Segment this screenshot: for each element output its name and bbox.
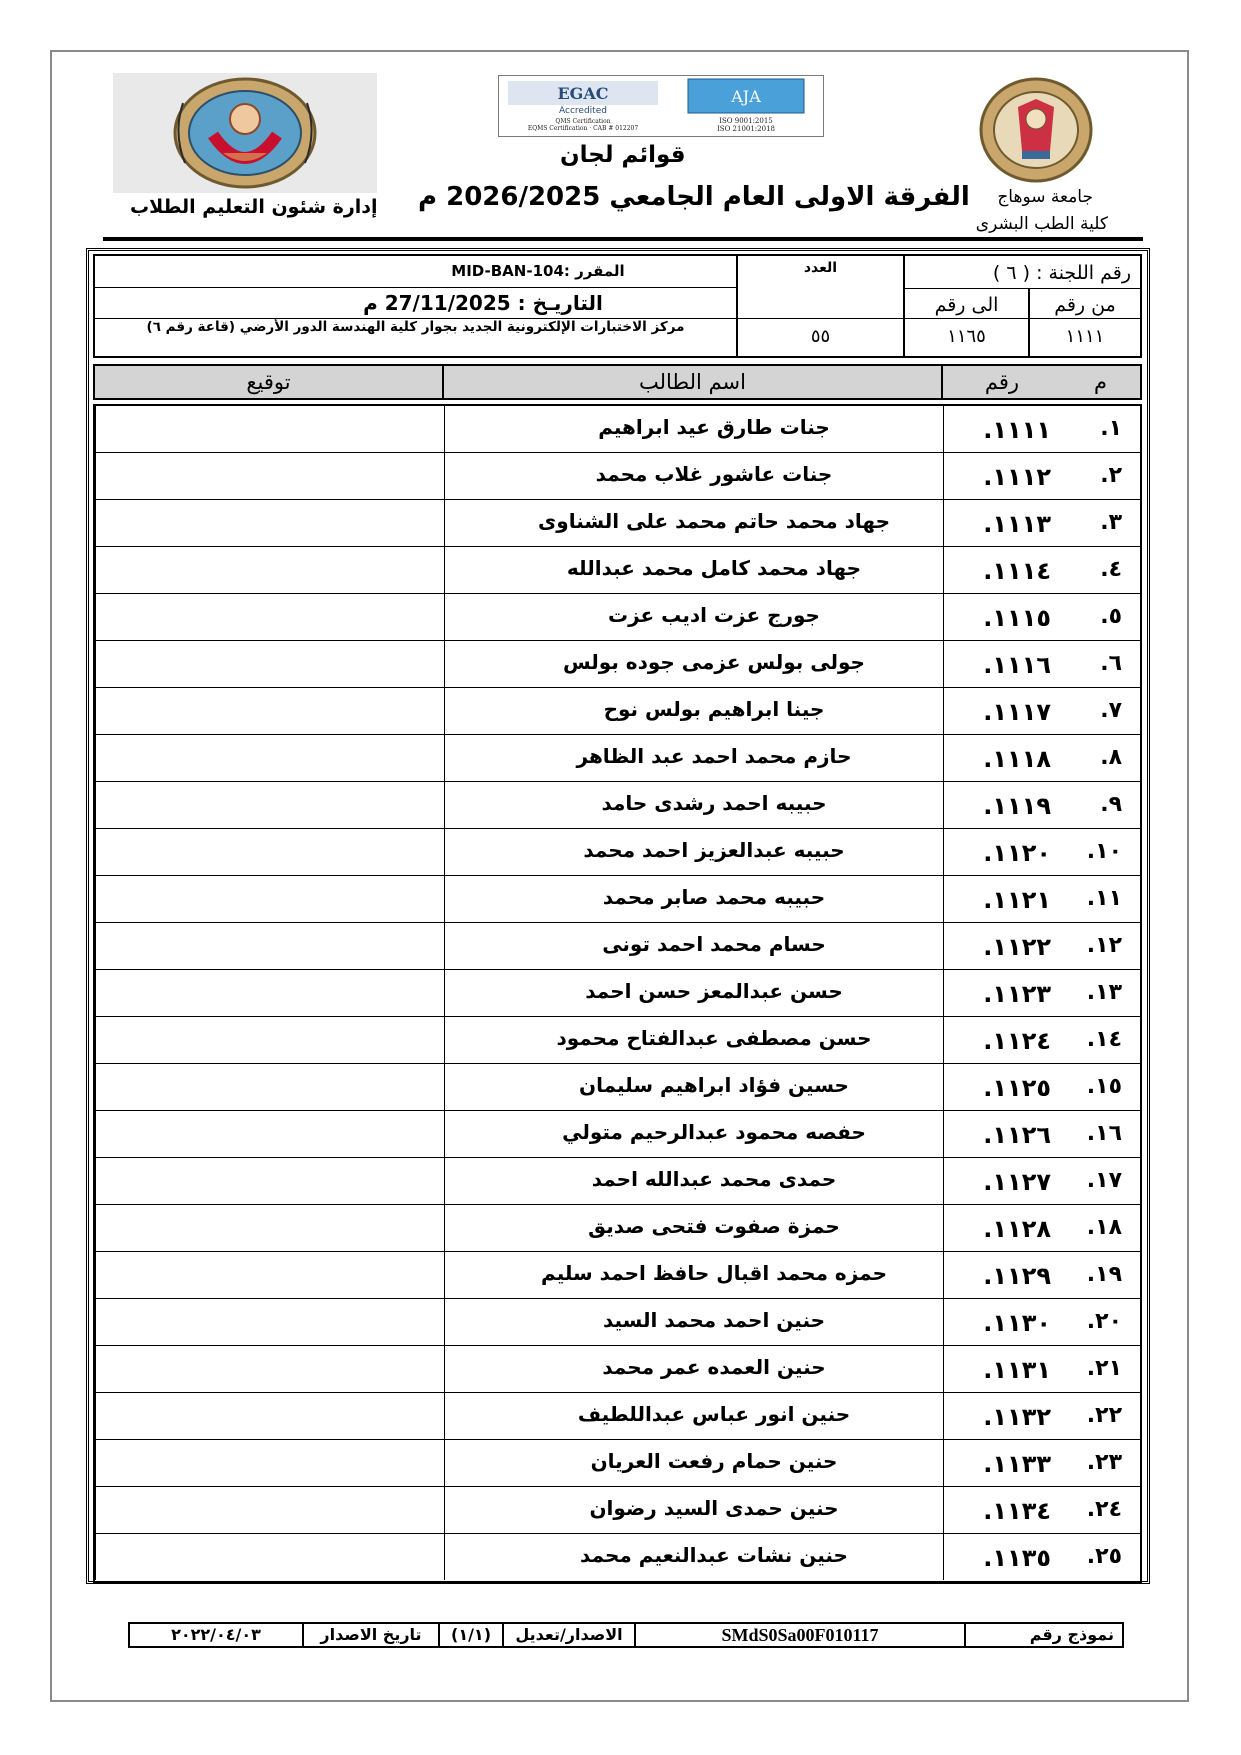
row-student-name: حنين حمام رفعت العريان xyxy=(444,1440,943,1486)
row-number: ١١٢٢. xyxy=(943,923,1063,969)
table-row xyxy=(95,453,1140,500)
table-row xyxy=(95,1017,1140,1064)
svg-text:EQMS Certification · CAB # 012: EQMS Certification · CAB # 012207 xyxy=(527,125,639,132)
table-row xyxy=(95,594,1140,641)
table-header xyxy=(93,364,1142,400)
row-student-name: حفصه محمود عبدالرحيم متولي xyxy=(444,1111,943,1157)
row-index: ١٩. xyxy=(1086,1262,1122,1287)
table-row xyxy=(95,1393,1140,1440)
issue-date-label: تاريخ الاصدار xyxy=(302,1624,438,1646)
document-title: قوائم لجان xyxy=(560,142,686,168)
table-row xyxy=(95,500,1140,547)
row-index: ١٧. xyxy=(1086,1168,1122,1193)
course-code: المقرر :MID-BAN-104 xyxy=(451,262,625,280)
row-number: ١١١١. xyxy=(943,406,1063,452)
row-number: ١١٢٨. xyxy=(943,1205,1063,1251)
row-number: ١١٢٧. xyxy=(943,1158,1063,1204)
row-index: ٣. xyxy=(1100,510,1122,535)
row-index: ٦. xyxy=(1100,651,1122,676)
row-number: ١١٢٣. xyxy=(943,970,1063,1016)
row-student-name: حسين فؤاد ابراهيم سليمان xyxy=(444,1064,943,1110)
table-row xyxy=(95,641,1140,688)
row-student-name: حسن مصطفى عبدالفتاح محمود xyxy=(444,1017,943,1063)
row-index: ٢١. xyxy=(1086,1356,1122,1381)
row-index: ٢٥. xyxy=(1086,1544,1122,1569)
row-signature-cell[interactable] xyxy=(95,970,444,1016)
table-row xyxy=(95,923,1140,970)
row-student-name: جورج عزت اديب عزت xyxy=(444,594,943,640)
row-number: ١١١٥. xyxy=(943,594,1063,640)
row-signature-cell[interactable] xyxy=(95,1534,444,1580)
row-student-name: جينا ابراهيم بولس نوح xyxy=(444,688,943,734)
row-number: ١١٢٥. xyxy=(943,1064,1063,1110)
table-row xyxy=(95,1252,1140,1299)
row-student-name: حمدى محمد عبدالله احمد xyxy=(444,1158,943,1204)
row-index: ٢. xyxy=(1100,463,1122,488)
table-row xyxy=(95,782,1140,829)
row-index: ١٠. xyxy=(1086,839,1122,864)
table-row xyxy=(95,1158,1140,1205)
header-index: م xyxy=(1093,370,1107,394)
table-row xyxy=(95,1346,1140,1393)
row-signature-cell[interactable] xyxy=(95,500,444,546)
row-student-name: حسن عبدالمعز حسن احمد xyxy=(444,970,943,1016)
row-index: ١٦. xyxy=(1086,1121,1122,1146)
row-signature-cell[interactable] xyxy=(95,594,444,640)
svg-text:AJA: AJA xyxy=(731,87,761,106)
row-student-name: حبيبه عبدالعزيز احمد محمد xyxy=(444,829,943,875)
from-number-label: من رقم xyxy=(1054,294,1116,316)
row-signature-cell[interactable] xyxy=(95,876,444,922)
row-number: ١١٣٢. xyxy=(943,1393,1063,1439)
row-signature-cell[interactable] xyxy=(95,923,444,969)
svg-text:Accredited: Accredited xyxy=(559,106,607,116)
row-index: ٤. xyxy=(1100,557,1122,582)
row-number: ١١٣١. xyxy=(943,1346,1063,1392)
row-number: ١١٣٥. xyxy=(943,1534,1063,1580)
row-signature-cell[interactable] xyxy=(95,1440,444,1486)
row-number: ١١١٦. xyxy=(943,641,1063,687)
table-row xyxy=(95,1299,1140,1346)
row-signature-cell[interactable] xyxy=(95,829,444,875)
row-index: ٢٣. xyxy=(1086,1450,1122,1475)
row-student-name: جنات عاشور غلاب محمد xyxy=(444,453,943,499)
form-footer xyxy=(128,1622,1124,1648)
row-student-name: جهاد محمد كامل محمد عبدالله xyxy=(444,547,943,593)
row-signature-cell[interactable] xyxy=(95,688,444,734)
table-row xyxy=(95,829,1140,876)
svg-text:EGAC: EGAC xyxy=(557,84,609,103)
row-number: ١١٣٤. xyxy=(943,1487,1063,1533)
row-signature-cell[interactable] xyxy=(95,547,444,593)
svg-text:ISO 21001:2018: ISO 21001:2018 xyxy=(717,125,775,133)
row-signature-cell[interactable] xyxy=(95,1252,444,1298)
table-row xyxy=(95,1534,1140,1581)
table-row xyxy=(95,547,1140,594)
row-signature-cell[interactable] xyxy=(95,1111,444,1157)
issue-date: ٢٠٢٢/٠٤/٠٣ xyxy=(171,1625,261,1644)
row-index: ١٤. xyxy=(1086,1027,1122,1052)
row-student-name: حنين حمدى السيد رضوان xyxy=(444,1487,943,1533)
row-signature-cell[interactable] xyxy=(95,1346,444,1392)
exam-location: مركز الاختبارات الإلكترونية الجديد بجوار كلية الهندسة الدور الأرضي (قاعة رقم ٦) xyxy=(146,319,685,335)
row-number: ١١١٨. xyxy=(943,735,1063,781)
table-row xyxy=(95,406,1140,453)
row-signature-cell[interactable] xyxy=(95,641,444,687)
row-student-name: حازم محمد احمد عبد الظاهر xyxy=(444,735,943,781)
row-student-name: حمزة صفوت فتحى صديق xyxy=(444,1205,943,1251)
row-number: ١١١٢. xyxy=(943,453,1063,499)
row-number: ١١٢٦. xyxy=(943,1111,1063,1157)
table-row xyxy=(95,1111,1140,1158)
row-index: ١٢. xyxy=(1086,933,1122,958)
row-number: ١١٢٩. xyxy=(943,1252,1063,1298)
row-signature-cell[interactable] xyxy=(95,1064,444,1110)
row-index: ٢٢. xyxy=(1086,1403,1122,1428)
to-number: ١١٦٥ xyxy=(947,326,986,347)
row-index: ١٥. xyxy=(1086,1074,1122,1099)
row-index: ١٨. xyxy=(1086,1215,1122,1240)
department-name: إدارة شئون التعليم الطلاب xyxy=(130,196,378,218)
to-number-label: الى رقم xyxy=(934,294,999,316)
header-number: رقم xyxy=(941,366,1061,398)
table-row xyxy=(95,970,1140,1017)
row-student-name: جنات طارق عيد ابراهيم xyxy=(444,406,943,452)
row-student-name: حبيبه محمد صابر محمد xyxy=(444,876,943,922)
version-label: الاصدار/تعديل xyxy=(502,1624,634,1646)
form-number: SMdS0Sa00F010117 xyxy=(634,1624,964,1646)
row-index: ٥. xyxy=(1100,604,1122,629)
count-label: العدد xyxy=(803,260,838,276)
row-student-name: حمزه محمد اقبال حافظ احمد سليم xyxy=(444,1252,943,1298)
row-student-name: حنين انور عباس عبداللطيف xyxy=(444,1393,943,1439)
row-index: ١. xyxy=(1100,416,1122,441)
row-student-name: حنين العمده عمر محمد xyxy=(444,1346,943,1392)
header-divider xyxy=(103,237,1143,241)
table-row xyxy=(95,735,1140,782)
row-student-name: جولى بولس عزمى جوده بولس xyxy=(444,641,943,687)
table-body xyxy=(93,404,1142,1583)
table-row xyxy=(95,876,1140,923)
row-signature-cell[interactable] xyxy=(95,1299,444,1345)
header-signature: توقيع xyxy=(246,370,291,394)
row-student-name: حنين احمد محمد السيد xyxy=(444,1299,943,1345)
row-index: ٧. xyxy=(1100,698,1122,723)
row-student-name: حنين نشات عبدالنعيم محمد xyxy=(444,1534,943,1580)
committee-number: رقم اللجنة : ( ٦ ) xyxy=(992,262,1131,284)
row-index: ٢٤. xyxy=(1086,1497,1122,1522)
row-number: ١١٢١. xyxy=(943,876,1063,922)
university-name: جامعة سوهاج xyxy=(997,187,1093,207)
faculty-name: كلية الطب البشرى xyxy=(975,214,1108,234)
row-signature-cell[interactable] xyxy=(95,1487,444,1533)
row-number: ١١٢٠. xyxy=(943,829,1063,875)
row-number: ١١١٧. xyxy=(943,688,1063,734)
svg-text:ISO 9001:2015: ISO 9001:2015 xyxy=(719,117,773,125)
version-value: (١/١) xyxy=(438,1624,502,1646)
row-signature-cell[interactable] xyxy=(95,735,444,781)
document-subtitle: الفرقة الاولى العام الجامعي 2026/2025 م xyxy=(418,182,970,212)
row-index: ٢٠. xyxy=(1086,1309,1122,1334)
table-row xyxy=(95,1487,1140,1534)
svg-text:QMS Certification: QMS Certification xyxy=(555,118,611,125)
row-signature-cell[interactable] xyxy=(95,1017,444,1063)
header-student-name: اسم الطالب xyxy=(442,366,941,398)
row-student-name: جهاد محمد حاتم محمد على الشناوى xyxy=(444,500,943,546)
row-signature-cell[interactable] xyxy=(95,1205,444,1251)
row-signature-cell[interactable] xyxy=(95,1393,444,1439)
row-signature-cell[interactable] xyxy=(95,782,444,828)
row-number: ١١٣٣. xyxy=(943,1440,1063,1486)
row-signature-cell[interactable] xyxy=(95,453,444,499)
row-signature-cell[interactable] xyxy=(95,406,444,452)
faculty-of-medicine-logo xyxy=(113,73,377,193)
committee-info xyxy=(93,254,1142,358)
row-index: ٨. xyxy=(1100,745,1122,770)
student-count: ٥٥ xyxy=(810,326,831,347)
row-number: ١١١٣. xyxy=(943,500,1063,546)
row-index: ١١. xyxy=(1086,886,1122,911)
row-number: ١١٢٤. xyxy=(943,1017,1063,1063)
table-row xyxy=(95,688,1140,735)
row-student-name: حبيبه احمد رشدى حامد xyxy=(444,782,943,828)
row-index: ١٣. xyxy=(1086,980,1122,1005)
row-number: ١١٣٠. xyxy=(943,1299,1063,1345)
row-index: ٩. xyxy=(1100,792,1122,817)
table-row xyxy=(95,1064,1140,1111)
table-row xyxy=(95,1440,1140,1487)
row-number: ١١١٤. xyxy=(943,547,1063,593)
row-signature-cell[interactable] xyxy=(95,1158,444,1204)
form-number-label: نموذج رقم xyxy=(964,1624,1122,1646)
accreditation-logos xyxy=(498,75,824,137)
sohag-university-logo xyxy=(978,77,1094,183)
exam-date: التاريـخ : 27/11/2025 م xyxy=(363,291,603,315)
table-row xyxy=(95,1205,1140,1252)
row-number: ١١١٩. xyxy=(943,782,1063,828)
row-student-name: حسام محمد احمد تونى xyxy=(444,923,943,969)
from-number: ١١١١ xyxy=(1065,326,1105,347)
